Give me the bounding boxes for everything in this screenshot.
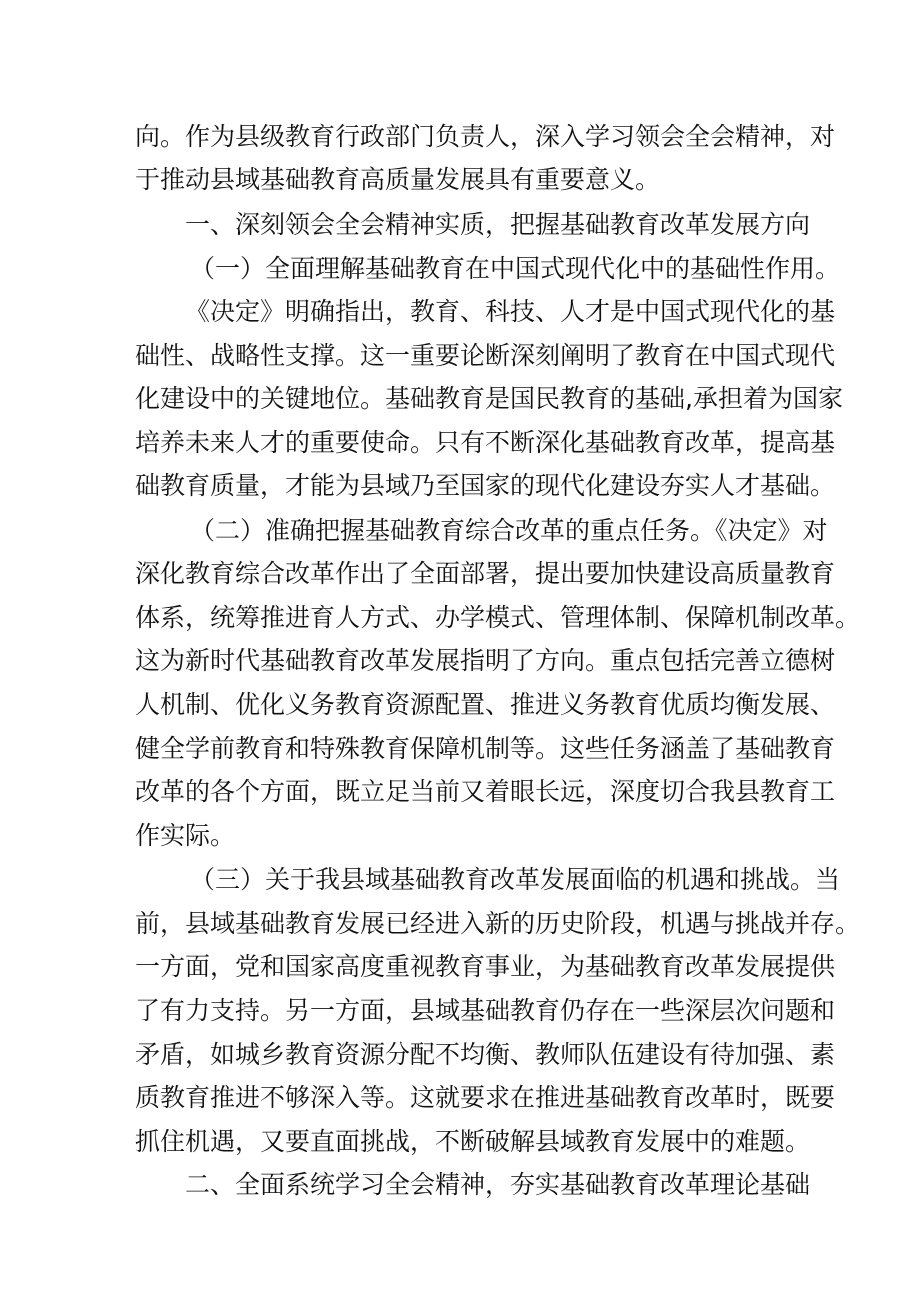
body-text-line: 一方面，党和国家高度重视教育事业，为基础教育改革发展提供 [135,952,836,981]
body-text-line: 础教育质量，才能为县域乃至国家的现代化建设夯实人才基础。 [135,471,836,500]
body-text-line: 化建设中的关键地位。基础教育是国民教育的基础,承担着为国家 [135,384,843,413]
body-text-line: 健全学前教育和特殊教育保障机制等。这些任务涵盖了基础教育 [135,734,836,763]
body-text-line: 抓住机遇，又要直面挑战，不断破解县域教育发展中的难题。 [135,1127,811,1156]
body-text-line: 改革的各个方面，既立足当前又着眼长远，深度切合我县教育工 [135,777,836,806]
section-heading: 一、深刻领会全会精神实质，把握基础教育改革发展方向 [185,210,811,239]
body-text-line: 矛盾，如城乡教育资源分配不均衡、教师队伍建设有待加强、素 [135,1040,836,1069]
body-text-line: 于推动县域基础教育高质量发展具有重要意义。 [135,165,661,194]
body-text-line: 作实际。 [135,821,236,850]
body-text-line: 础性、战略性支撑。这一重要论断深刻阐明了教育在中国式现代 [135,341,836,370]
body-text-line: 这为新时代基础教育改革发展指明了方向。重点包括完善立德树 [135,646,836,675]
body-text-line: 质教育推进不够深入等。这就要求在推进基础教育改革时，既要 [135,1083,836,1112]
body-text-line: 《决定》明确指出，教育、科技、人才是中国式现代化的基 [185,297,836,326]
body-text-line: 深化教育综合改革作出了全面部署，提出要加快建设高质量教育 [135,559,836,588]
body-text-line: 培养未来人才的重要使命。只有不断深化基础教育改革，提高基 [135,428,836,457]
body-text-line: 人机制、优化义务教育资源配置、推进义务教育优质均衡发展、 [135,690,836,719]
subsection-heading: （二）准确把握基础教育综合改革的重点任务。《决定》对 [190,516,828,545]
subsection-heading: （一）全面理解基础教育在中国式现代化中的基础性作用。 [190,254,841,283]
body-text-line: 前，县域基础教育发展已经进入新的历史阶段，机遇与挑战并存。 [135,909,861,938]
body-text-line: 了有力支持。另一方面，县域基础教育仍存在一些深层次问题和 [135,996,836,1025]
body-text-line: 向。作为县级教育行政部门负责人，深入学习领会全会精神，对 [135,122,836,151]
section-heading: 二、全面系统学习全会精神，夯实基础教育改革理论基础 [185,1170,811,1199]
body-text-line: 体系，统筹推进育人方式、办学模式、管理体制、保障机制改革。 [135,603,861,632]
subsection-heading: （三）关于我县域基础教育改革发展面临的机遇和挑战。当 [190,865,841,894]
